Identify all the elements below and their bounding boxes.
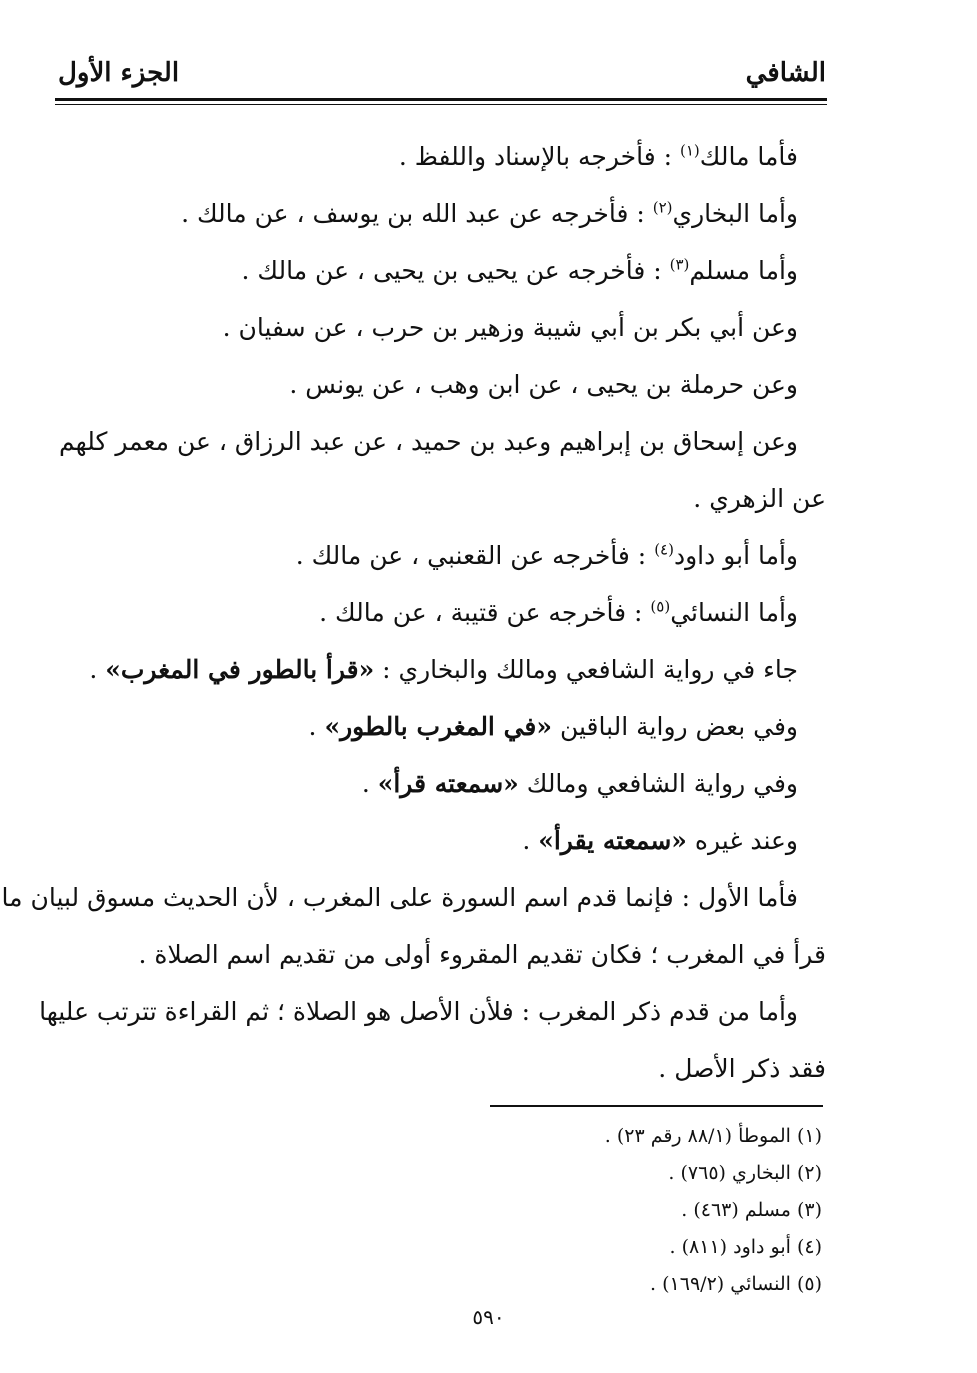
footnote-item: (٢) البخاري (٧٦٥) . <box>668 1162 822 1184</box>
text-line: وعن أبي بكر بن أبي شيبة وزهير بن حرب ، عن سفيان . <box>222 313 798 342</box>
text-line: وعن إسحاق بن إبراهيم وعبد بن حميد ، عن عبد الرزاق ، عن معمر كلهم <box>59 427 798 456</box>
footnote-ref[interactable]: (٥) <box>650 597 671 616</box>
footnote-item: (١) الموطأ (٨٨/١ رقم ٢٣) . <box>604 1125 822 1147</box>
quoted-phrase: «سمعته يقرأ» <box>538 826 687 855</box>
footnote-ref[interactable]: (٢) <box>652 198 673 217</box>
text-line: وعن حرملة بن يحيى ، عن ابن وهب ، عن يونس . <box>289 370 798 399</box>
text-line: وأما أبو داود$^{(٤)}$ : فأخرجه عن القعنبي ، عن مالك . <box>295 540 798 570</box>
text-line: قرأ في المغرب ؛ فكان تقديم المقروء أولى من تقديم اسم الصلاة . <box>138 940 826 969</box>
page-header <box>58 58 826 98</box>
text-line: فأما مالك$^{(١)}$ : فأخرجه بالإسناد واللفظ . <box>398 141 798 171</box>
quoted-phrase: «قرأ بالطور في المغرب» <box>105 655 375 684</box>
quoted-phrase: «في المغرب بالطور» <box>324 712 552 741</box>
header-rule <box>55 98 827 101</box>
volume-label: الجزء الأول <box>58 58 180 88</box>
text-line: وفي بعض رواية الباقين «في المغرب بالطور» . <box>308 712 798 741</box>
footnote-item: (٤) أبو داود (٨١١) . <box>669 1236 822 1258</box>
footnote-ref[interactable]: (٤) <box>654 540 674 559</box>
quoted-phrase: «سمعته قرأ» <box>377 769 519 798</box>
text-line: فأما الأول : فإنما قدم اسم السورة على المغرب ، لأن الحديث مسوق لبيان ما <box>1 883 798 912</box>
text-line: عن الزهري . <box>693 484 826 513</box>
text-line: وأما مسلم$^{(٣)}$ : فأخرجه عن يحيى بن يحيى ، عن مالك . <box>241 255 798 285</box>
main-text <box>1 128 826 1097</box>
footnotes <box>300 1118 822 1303</box>
book-title: الشافي <box>745 58 826 88</box>
footnote-separator <box>490 1105 823 1107</box>
footnote-item: (٥) النسائي (١٦٩/٢) . <box>650 1273 822 1295</box>
text-line: وعند غيره «سمعته يقرأ» . <box>522 826 798 855</box>
text-line: وأما النسائي$^{(٥)}$ : فأخرجه عن قتيبة ، عن مالك . <box>319 597 798 627</box>
text-line: وأما البخاري$^{(٢)}$ : فأخرجه عن عبد الله بن يوسف ، عن مالك . <box>181 198 798 228</box>
text-line: وأما من قدم ذكر المغرب : فلأن الأصل هو الصلاة ؛ ثم القراءة تترتب عليها <box>39 997 798 1026</box>
header-rule-thin <box>55 104 827 105</box>
footnote-item: (٣) مسلم (٤٦٣) . <box>681 1199 822 1221</box>
text-line: جاء في رواية الشافعي ومالك والبخاري : «قرأ بالطور في المغرب» . <box>89 655 798 684</box>
text-line: فقد ذكر الأصل . <box>658 1054 826 1083</box>
page-number: ٥٩٠ <box>472 1305 505 1329</box>
footnote-ref[interactable]: (١) <box>680 141 700 160</box>
footnote-ref[interactable]: (٣) <box>669 255 690 274</box>
text-line: وفي رواية الشافعي ومالك «سمعته قرأ» . <box>361 769 798 798</box>
